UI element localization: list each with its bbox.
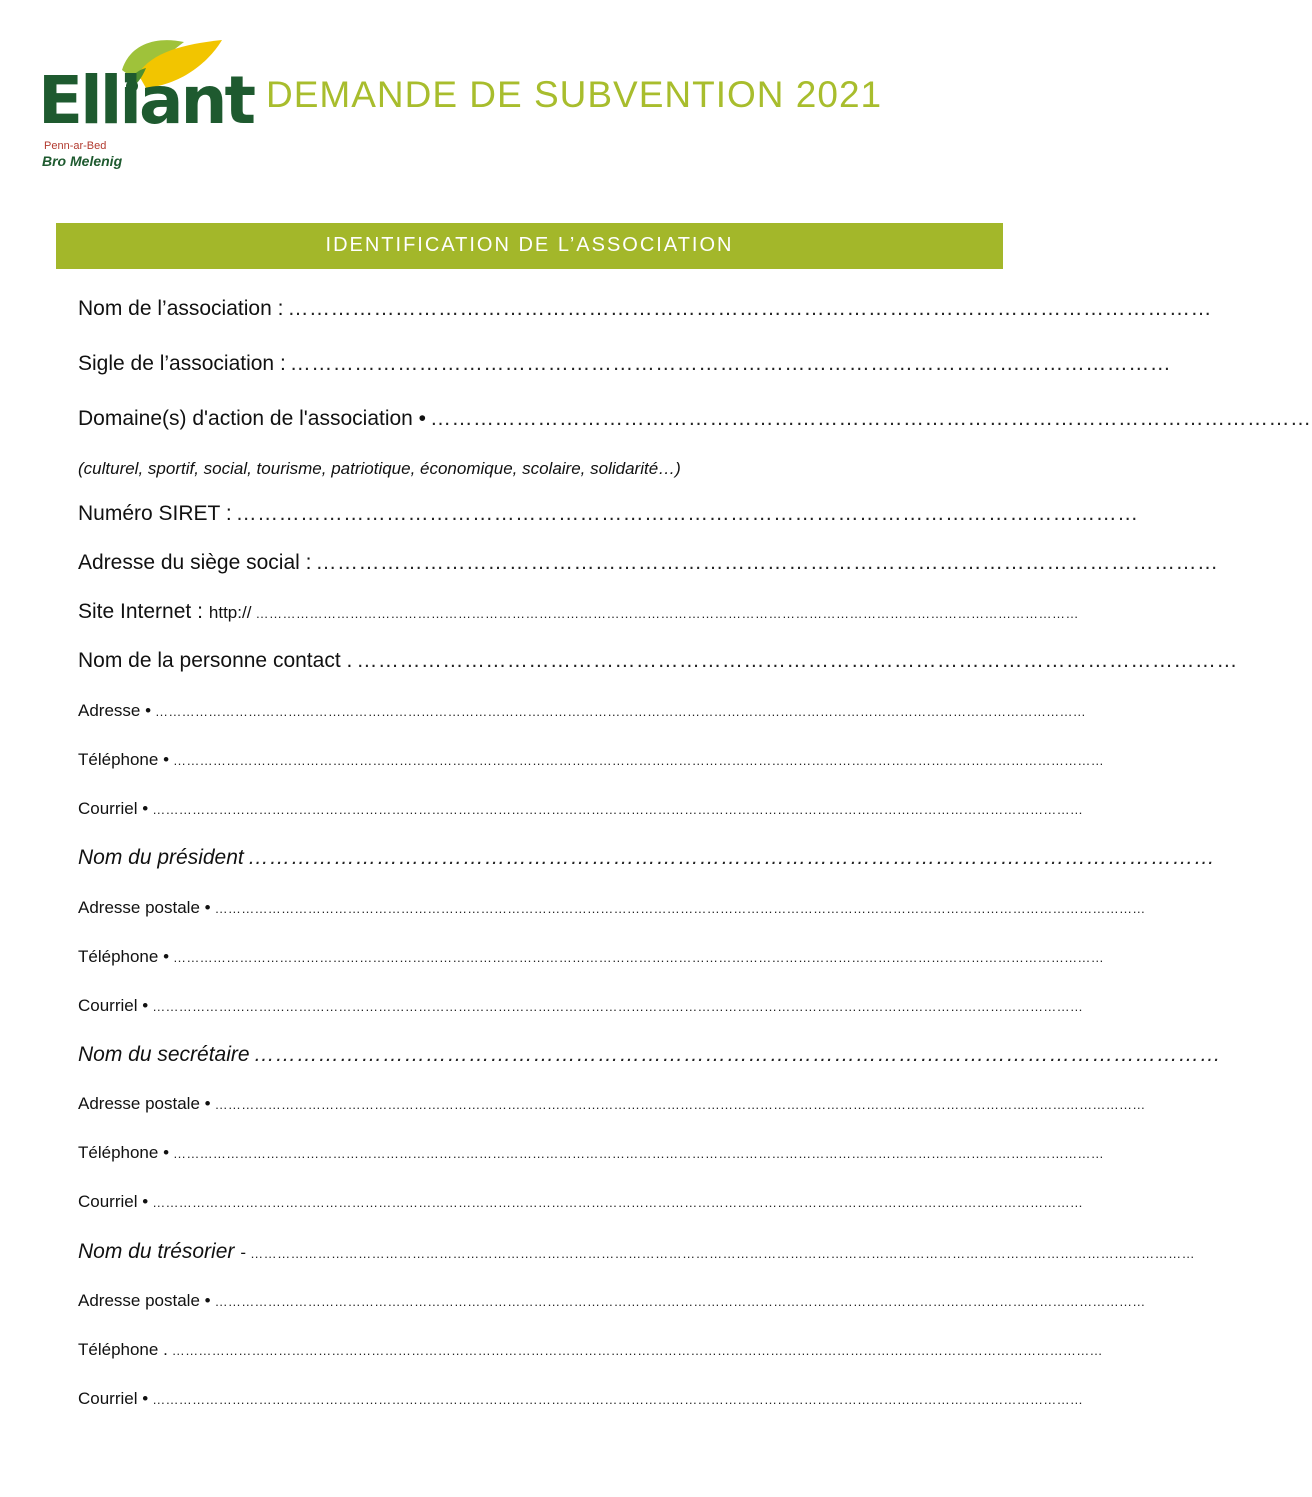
domaine-action-label: Domaine(s) d'action de l'association •: [78, 407, 427, 430]
nom-president-field[interactable]: [78, 845, 1216, 870]
nom-association-field[interactable]: [78, 296, 1212, 321]
contact-courriel-field[interactable]: [78, 799, 1084, 819]
sigle-association-field[interactable]: [78, 351, 1172, 376]
nom-secretaire-label: Nom du secrétaire: [78, 1043, 250, 1066]
secretaire-adresse-label: Adresse postale •: [78, 1094, 211, 1113]
contact-telephone-field[interactable]: [78, 750, 1105, 770]
tresorier-courriel-field[interactable]: [78, 1389, 1084, 1409]
president-telephone-line[interactable]: …………………………………………………………………………………………………………………………………………………………………………………………: [173, 950, 1105, 965]
nom-tresorier-label: Nom du trésorier: [78, 1240, 235, 1263]
adresse-siege-label: Adresse du siège social :: [78, 551, 312, 574]
president-telephone-label: Téléphone •: [78, 947, 170, 966]
document-title: DEMANDE DE SUBVENTION 2021: [266, 74, 883, 115]
nom-tresorier-dash: -: [240, 1243, 247, 1262]
logo-wordmark: Elliant: [38, 62, 254, 139]
section-banner: IDENTIFICATION DE L’ASSOCIATION: [56, 223, 1003, 269]
numero-siret-field[interactable]: [78, 501, 1139, 526]
site-internet-line[interactable]: …………………………………………………………………………………………………………………………………………………………………: [255, 606, 1079, 621]
sigle-association-line[interactable]: ……………………………………………………………………………………………………………: [289, 352, 1172, 375]
numero-siret-label: Numéro SIRET :: [78, 502, 232, 525]
contact-adresse-field[interactable]: [78, 701, 1087, 721]
president-courriel-field[interactable]: [78, 996, 1084, 1016]
nom-contact-field[interactable]: [78, 648, 1238, 673]
nom-tresorier-line[interactable]: …………………………………………………………………………………………………………………………………………………………………………………………: [250, 1246, 1196, 1261]
president-adresse-line[interactable]: …………………………………………………………………………………………………………………………………………………………………………………………: [214, 901, 1146, 916]
adresse-siege-line[interactable]: ………………………………………………………………………………………………………………: [315, 551, 1219, 574]
elliant-logo: [34, 30, 254, 180]
nom-president-line[interactable]: ………………………………………………………………………………………………………………………: [247, 846, 1216, 869]
secretaire-telephone-line[interactable]: …………………………………………………………………………………………………………………………………………………………………………………………: [173, 1146, 1105, 1161]
contact-courriel-label: Courriel •: [78, 799, 149, 818]
numero-siret-line[interactable]: ………………………………………………………………………………………………………………: [235, 502, 1139, 525]
contact-courriel-line[interactable]: …………………………………………………………………………………………………………………………………………………………………………………………: [152, 802, 1084, 817]
nom-contact-line[interactable]: ……………………………………………………………………………………………………………: [356, 649, 1238, 672]
secretaire-adresse-field[interactable]: [78, 1094, 1146, 1114]
sigle-association-label: Sigle de l’association :: [78, 352, 286, 375]
tresorier-telephone-line[interactable]: …………………………………………………………………………………………………………………………………………………………………………………………: [171, 1343, 1103, 1358]
president-telephone-field[interactable]: [78, 947, 1105, 967]
nom-secretaire-field[interactable]: [78, 1042, 1222, 1067]
president-adresse-field[interactable]: [78, 898, 1146, 918]
domaine-action-field[interactable]: [78, 406, 1312, 431]
contact-telephone-label: Téléphone •: [78, 750, 170, 769]
nom-president-label: Nom du président: [78, 846, 244, 869]
secretaire-courriel-label: Courriel •: [78, 1192, 149, 1211]
tresorier-adresse-line[interactable]: …………………………………………………………………………………………………………………………………………………………………………………………: [214, 1294, 1146, 1309]
contact-adresse-line[interactable]: …………………………………………………………………………………………………………………………………………………………………………………………: [155, 704, 1087, 719]
secretaire-adresse-line[interactable]: …………………………………………………………………………………………………………………………………………………………………………………………: [214, 1097, 1146, 1112]
tresorier-courriel-line[interactable]: …………………………………………………………………………………………………………………………………………………………………………………………: [152, 1392, 1084, 1407]
nom-contact-label: Nom de la personne contact .: [78, 649, 353, 672]
president-courriel-label: Courriel •: [78, 996, 149, 1015]
president-courriel-line[interactable]: …………………………………………………………………………………………………………………………………………………………………………………………: [152, 999, 1084, 1014]
president-adresse-label: Adresse postale •: [78, 898, 211, 917]
tresorier-adresse-label: Adresse postale •: [78, 1291, 211, 1310]
tresorier-courriel-label: Courriel •: [78, 1389, 149, 1408]
tresorier-telephone-field[interactable]: [78, 1340, 1103, 1360]
logo-subtitle-local: Bro Melenig: [42, 153, 123, 169]
contact-telephone-line[interactable]: …………………………………………………………………………………………………………………………………………………………………………………………: [173, 753, 1105, 768]
adresse-siege-field[interactable]: [78, 550, 1219, 575]
nom-tresorier-field[interactable]: [78, 1239, 1196, 1264]
secretaire-courriel-field[interactable]: [78, 1192, 1084, 1212]
secretaire-telephone-field[interactable]: [78, 1143, 1105, 1163]
site-internet-prefix: http://: [208, 603, 252, 622]
logo-subtitle-region: Penn-ar-Bed: [44, 140, 107, 152]
secretaire-courriel-line[interactable]: …………………………………………………………………………………………………………………………………………………………………………………………: [152, 1195, 1084, 1210]
secretaire-telephone-label: Téléphone •: [78, 1143, 170, 1162]
contact-adresse-label: Adresse •: [78, 701, 152, 720]
domaine-action-line[interactable]: ……………………………………………………………………………………………………………: [430, 407, 1312, 430]
site-internet-field[interactable]: [78, 599, 1079, 624]
tresorier-adresse-field[interactable]: [78, 1291, 1146, 1311]
nom-association-label: Nom de l’association :: [78, 297, 284, 320]
nom-association-line[interactable]: …………………………………………………………………………………………………………………: [287, 297, 1212, 320]
site-internet-label: Site Internet :: [78, 600, 203, 623]
nom-secretaire-line[interactable]: ………………………………………………………………………………………………………………………: [253, 1043, 1222, 1066]
domaine-action-hint: (culturel, sportif, social, tourisme, patriotique, économique, scolaire, solidarité…): [78, 459, 681, 478]
tresorier-telephone-label: Téléphone .: [78, 1340, 168, 1359]
